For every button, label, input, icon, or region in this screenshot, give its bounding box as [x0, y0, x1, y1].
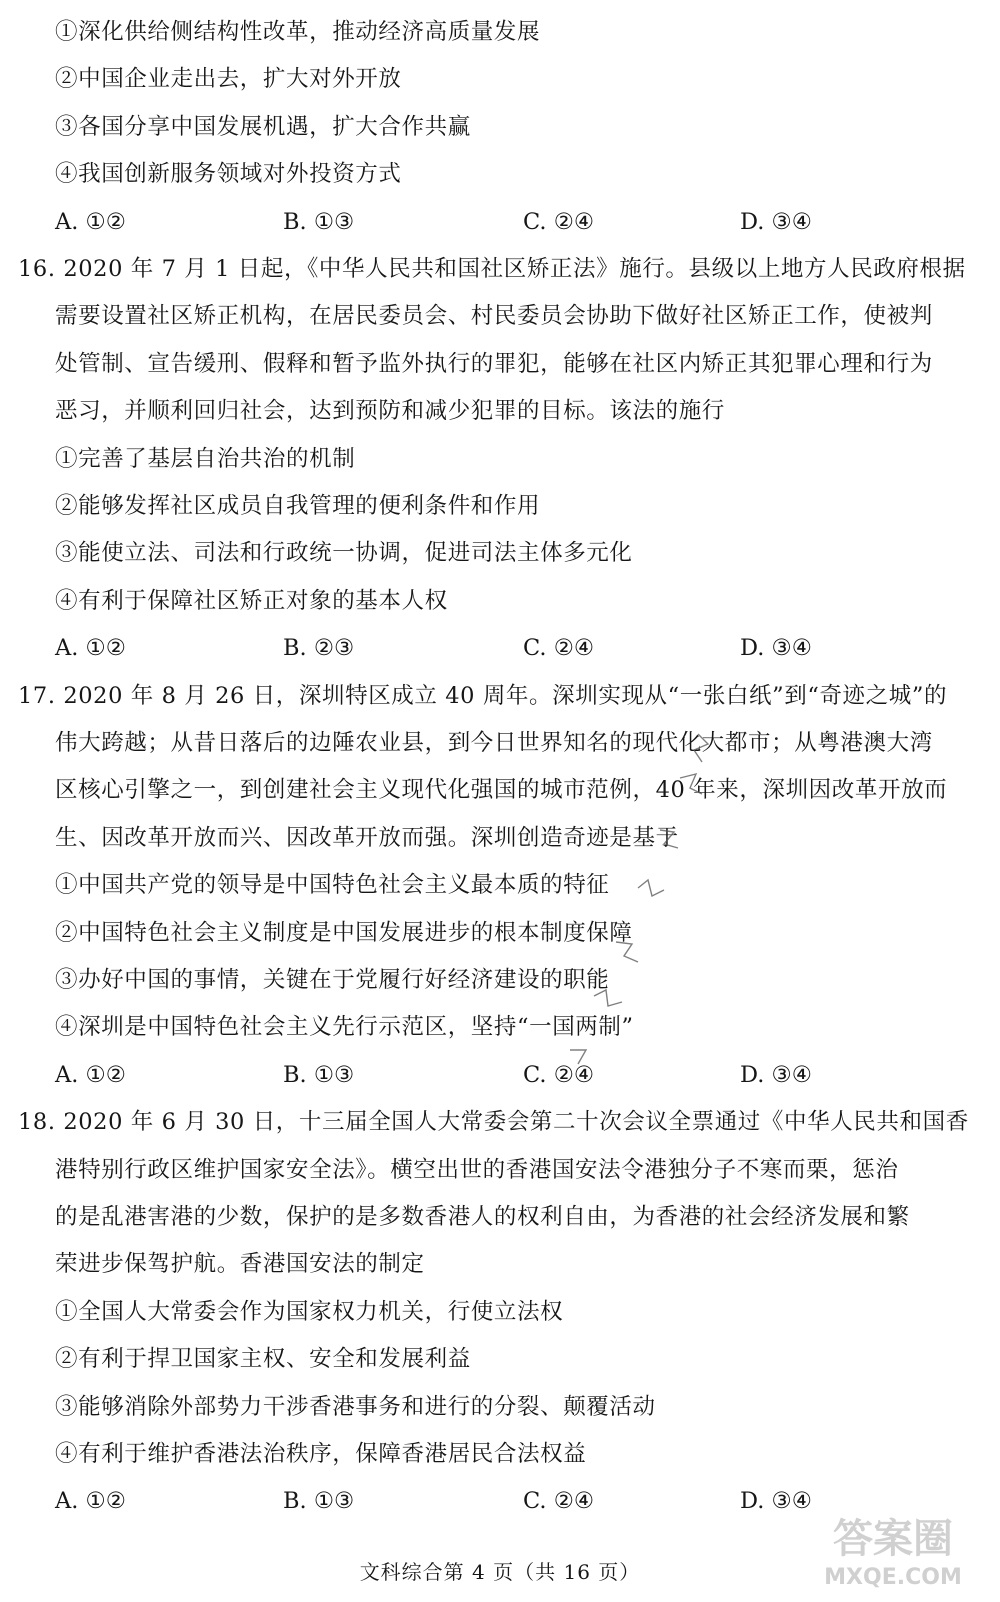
question-text: 生、因改革开放而兴、因改革开放而强。深圳创造奇迹是基于	[55, 825, 679, 851]
question-text: 需要设置社区矫正机构，在居民委员会、村民委员会协助下做好社区矫正工作，使被判	[55, 303, 933, 329]
answer-choice-b: B. ①③	[283, 1488, 355, 1514]
page-footer: 文科综合第 4 页（共 16 页）	[359, 1560, 641, 1584]
statement-option: ④有利于保障社区矫正对象的基本人权	[55, 588, 448, 614]
statement-option: ②中国企业走出去，扩大对外开放	[55, 66, 402, 92]
statement-option: ②中国特色社会主义制度是中国发展进步的根本制度保障	[55, 920, 633, 946]
statement-option: ③办好中国的事情，关键在于党履行好经济建设的职能	[55, 967, 610, 993]
answer-choice-d: D. ③④	[740, 1488, 812, 1514]
answer-choice-a: A. ①②	[55, 209, 126, 235]
answer-choice-c: C. ②④	[523, 209, 595, 235]
answer-choice-d: D. ③④	[740, 1062, 812, 1088]
answer-choice-b: B. ①③	[283, 209, 355, 235]
answer-choice-a: A. ①②	[55, 1062, 126, 1088]
answer-choice-c: C. ②④	[523, 1062, 595, 1088]
svg-text:答案圈: 答案圈	[833, 1516, 953, 1562]
question-text: 荣进步保驾护航。香港国安法的制定	[55, 1251, 425, 1277]
question-text: 处管制、宣告缓刑、假释和暂予监外执行的罪犯，能够在社区内矫正其犯罪心理和行为	[55, 351, 933, 377]
answer-choice-c: C. ②④	[523, 635, 595, 661]
statement-option: ①全国人大常委会作为国家权力机关，行使立法权	[55, 1299, 564, 1325]
question-text: 区核心引擎之一，到创建社会主义现代化强国的城市范例，40 年来，深圳因改革开放而	[55, 777, 948, 803]
answer-choice-d: D. ③④	[740, 209, 812, 235]
svg-text:MXQE.COM: MXQE.COM	[824, 1565, 962, 1590]
question-stem: 16. 2020 年 7 月 1 日起，《中华人民共和国社区矫正法》施行。县级以上地方人民政府根据	[18, 256, 966, 282]
question-stem: 17. 2020 年 8 月 26 日，深圳特区成立 40 周年。深圳实现从“一张白纸”到“奇迹之城”的	[18, 683, 948, 709]
statement-option: ③能够消除外部势力干涉香港事务和进行的分裂、颠覆活动	[55, 1394, 656, 1420]
answer-choice-a: A. ①②	[55, 1488, 126, 1514]
question-text: 的是乱港害港的少数，保护的是多数香港人的权利自由，为香港的社会经济发展和繁	[55, 1204, 910, 1230]
answer-choice-b: B. ②③	[283, 635, 355, 661]
answer-choice-c: C. ②④	[523, 1488, 595, 1514]
answer-choice-b: B. ①③	[283, 1062, 355, 1088]
statement-option: ①中国共产党的领导是中国特色社会主义最本质的特征	[55, 872, 610, 898]
statement-option: ①完善了基层自治共治的机制	[55, 446, 356, 472]
statement-option: ②有利于捍卫国家主权、安全和发展利益	[55, 1346, 471, 1372]
statement-option: ④有利于维护香港法治秩序，保障香港居民合法权益	[55, 1441, 587, 1467]
question-stem: 18. 2020 年 6 月 30 日，十三届全国人大常委会第二十次会议全票通过《中华人民共和国香	[18, 1109, 969, 1135]
answer-choice-d: D. ③④	[740, 635, 812, 661]
statement-option: ③能使立法、司法和行政统一协调，促进司法主体多元化	[55, 540, 633, 566]
question-text: 港特别行政区维护国家安全法》。横空出世的香港国安法令港独分子不寒而栗，惩治	[55, 1157, 899, 1183]
answer-choice-a: A. ①②	[55, 635, 126, 661]
statement-option: ④我国创新服务领域对外投资方式	[55, 161, 402, 187]
statement-option: ④深圳是中国特色社会主义先行示范区，坚持“一国两制”	[55, 1014, 634, 1040]
statement-option: ①深化供给侧结构性改革，推动经济高质量发展	[55, 19, 541, 45]
question-text: 伟大跨越；从昔日落后的边陲农业县，到今日世界知名的现代化大都市；从粤港澳大湾	[55, 730, 933, 756]
statement-option: ③各国分享中国发展机遇，扩大合作共赢	[55, 114, 471, 140]
statement-option: ②能够发挥社区成员自我管理的便利条件和作用	[55, 493, 541, 519]
question-text: 恶习，并顺利回归社会，达到预防和减少犯罪的目标。该法的施行	[55, 398, 725, 424]
